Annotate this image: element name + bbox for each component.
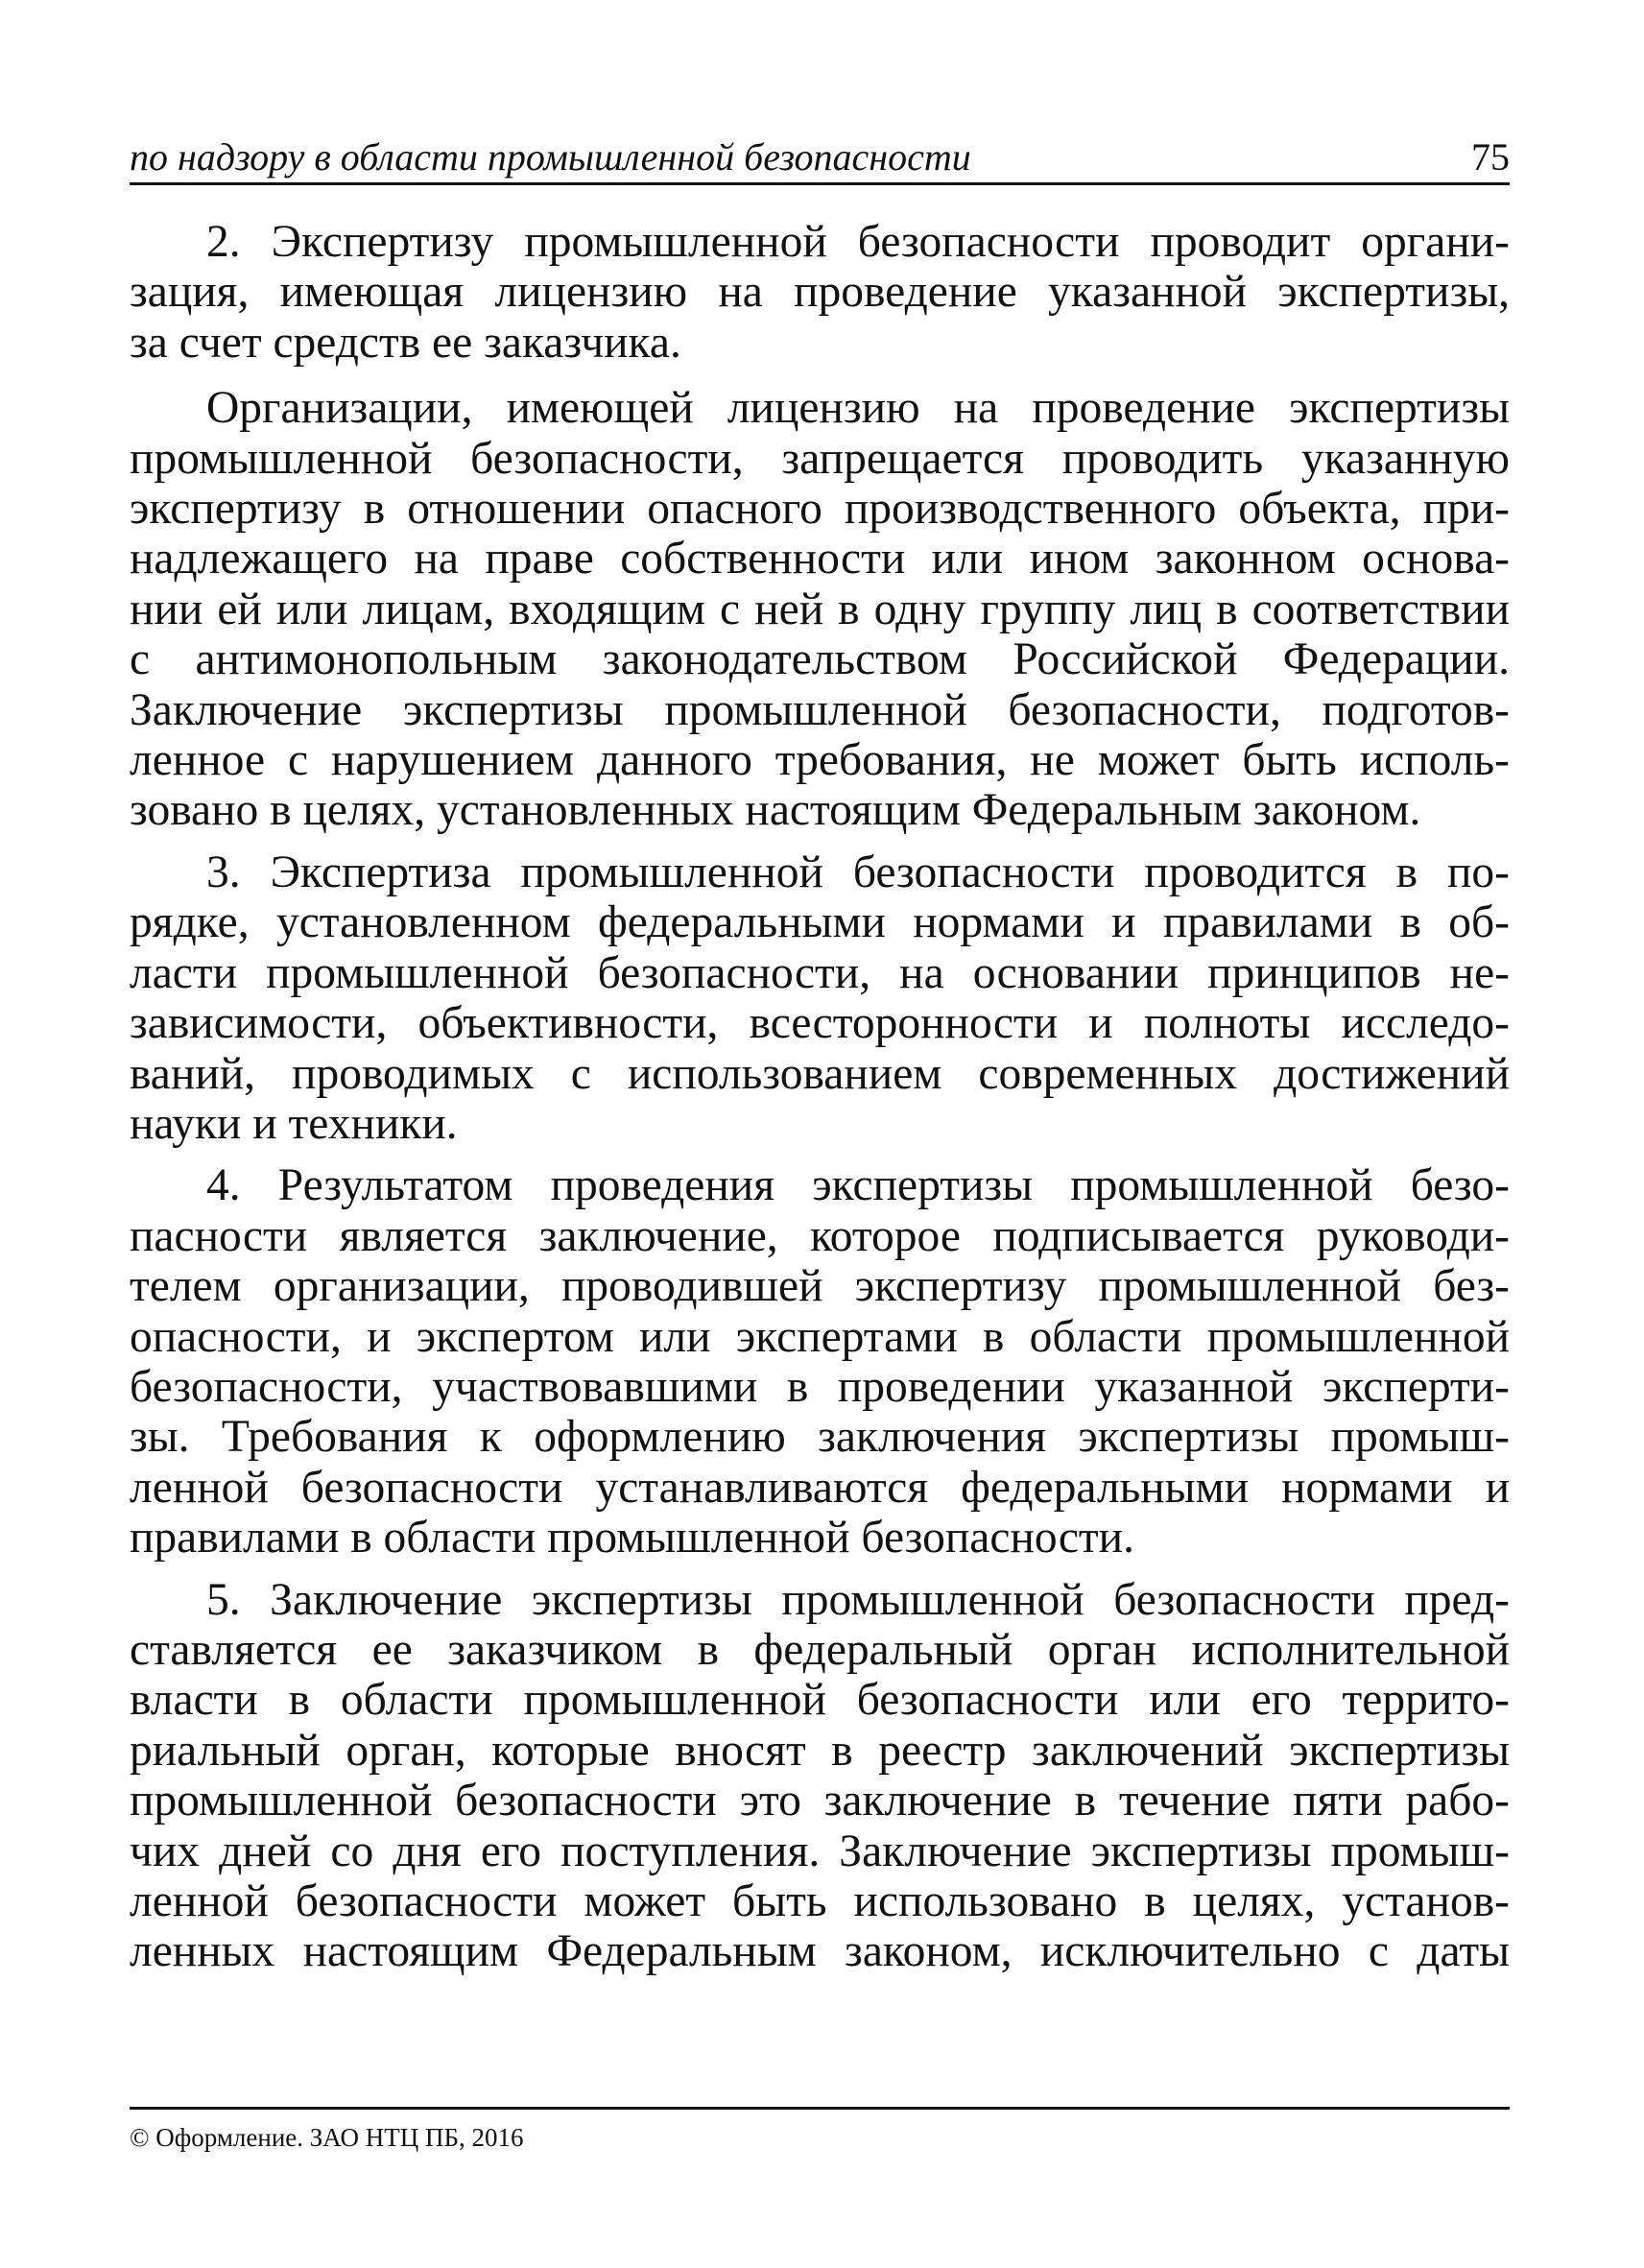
text-line: ваний, проводимых с использованием современных достижений [130,1048,1510,1099]
text-line: ласти промышленной безопасности, на основании принципов не- [130,947,1510,998]
paragraph-2 [130,383,1510,836]
footer-copyright: © Оформление. ЗАО НТЦ ПБ, 2016 [130,2123,524,2152]
text-line: правилами в области промышленной безопасности. [130,1513,1134,1564]
paragraph-3 [130,848,1510,1149]
text-line: нии ей или лицам, входящим с ней в одну группу лиц в соответствии [130,584,1510,634]
paragraph-4 [130,1160,1510,1563]
text-line: 4. Результатом проведения экспертизы промышленной безо- [206,1160,1510,1211]
text-line: зы. Требования к оформлению заключения экспертизы промыш- [130,1412,1510,1463]
text-line: власти в области промышленной безопасности или его террито- [130,1675,1510,1726]
text-line: зависимости, объективности, всесторонности и полноты исследо- [130,998,1510,1049]
text-line: 3. Экспертиза промышленной безопасности проводится в по- [206,847,1510,897]
running-header [130,132,1510,185]
text-line: Заключение экспертизы промышленной безопасности, подготов- [130,684,1510,735]
text-line: рядке, установленном федеральными нормами и правилами в об- [130,897,1510,948]
text-line: ленной безопасности устанавливаются федеральными нормами и [130,1462,1510,1513]
text-line: надлежащего на праве собственности или ином законном основа- [130,534,1510,585]
text-line: 2. Экспертизу промышленной безопасности проводит органи- [206,217,1510,267]
text-line: пасности является заключение, которое подписывается руководи- [130,1210,1510,1261]
paragraph-1 [130,217,1510,368]
text-line: промышленной безопасности это заключение в течение пяти рабо- [130,1776,1510,1826]
text-line: зация, имеющая лицензию на проведение указанной экспертизы, [130,267,1510,318]
text-line: Организации, имеющей лицензию на проведение экспертизы [206,383,1510,434]
text-line: зовано в целях, установленных настоящим Федеральным законом. [130,785,1421,836]
text-line: телем организации, проводившей экспертизу промышленной без- [130,1261,1510,1312]
page-number: 75 [1471,135,1510,179]
text-line: ленных настоящим Федеральным законом, исключительно с даты [130,1926,1510,1977]
text-line: 5. Заключение экспертизы промышленной безопасности пред- [206,1574,1510,1625]
text-line: ленное с нарушением данного требования, не может быть исполь- [130,735,1510,786]
text-line: чих дней со дня его поступления. Заключение экспертизы промыш- [130,1826,1510,1876]
text-line: науки и техники. [130,1098,458,1149]
text-line: с антимонопольным законодательством Российской Федерации. [130,634,1510,685]
text-line: безопасности, участвовавшими в проведении указанной эксперти- [130,1361,1510,1412]
footer-rule [130,2107,1510,2110]
text-line: экспертизу в отношении опасного производственного объекта, при- [130,484,1510,535]
text-line: опасности, и экспертом или экспертами в области промышленной [130,1311,1510,1362]
paragraph-5 [130,1575,1510,1977]
text-line: промышленной безопасности, запрещается проводить указанную [130,433,1510,484]
header-title: по надзору в области промышленной безопасности [130,135,971,179]
text-line: за счет средств ее заказчика. [130,317,681,368]
text-line: риальный орган, которые вносят в реестр заключений экспертизы [130,1725,1510,1776]
body-text [130,217,1510,1977]
text-line: ставляется ее заказчиком в федеральный орган исполнительной [130,1624,1510,1675]
text-line: ленной безопасности может быть использовано в целях, установ- [130,1876,1510,1926]
